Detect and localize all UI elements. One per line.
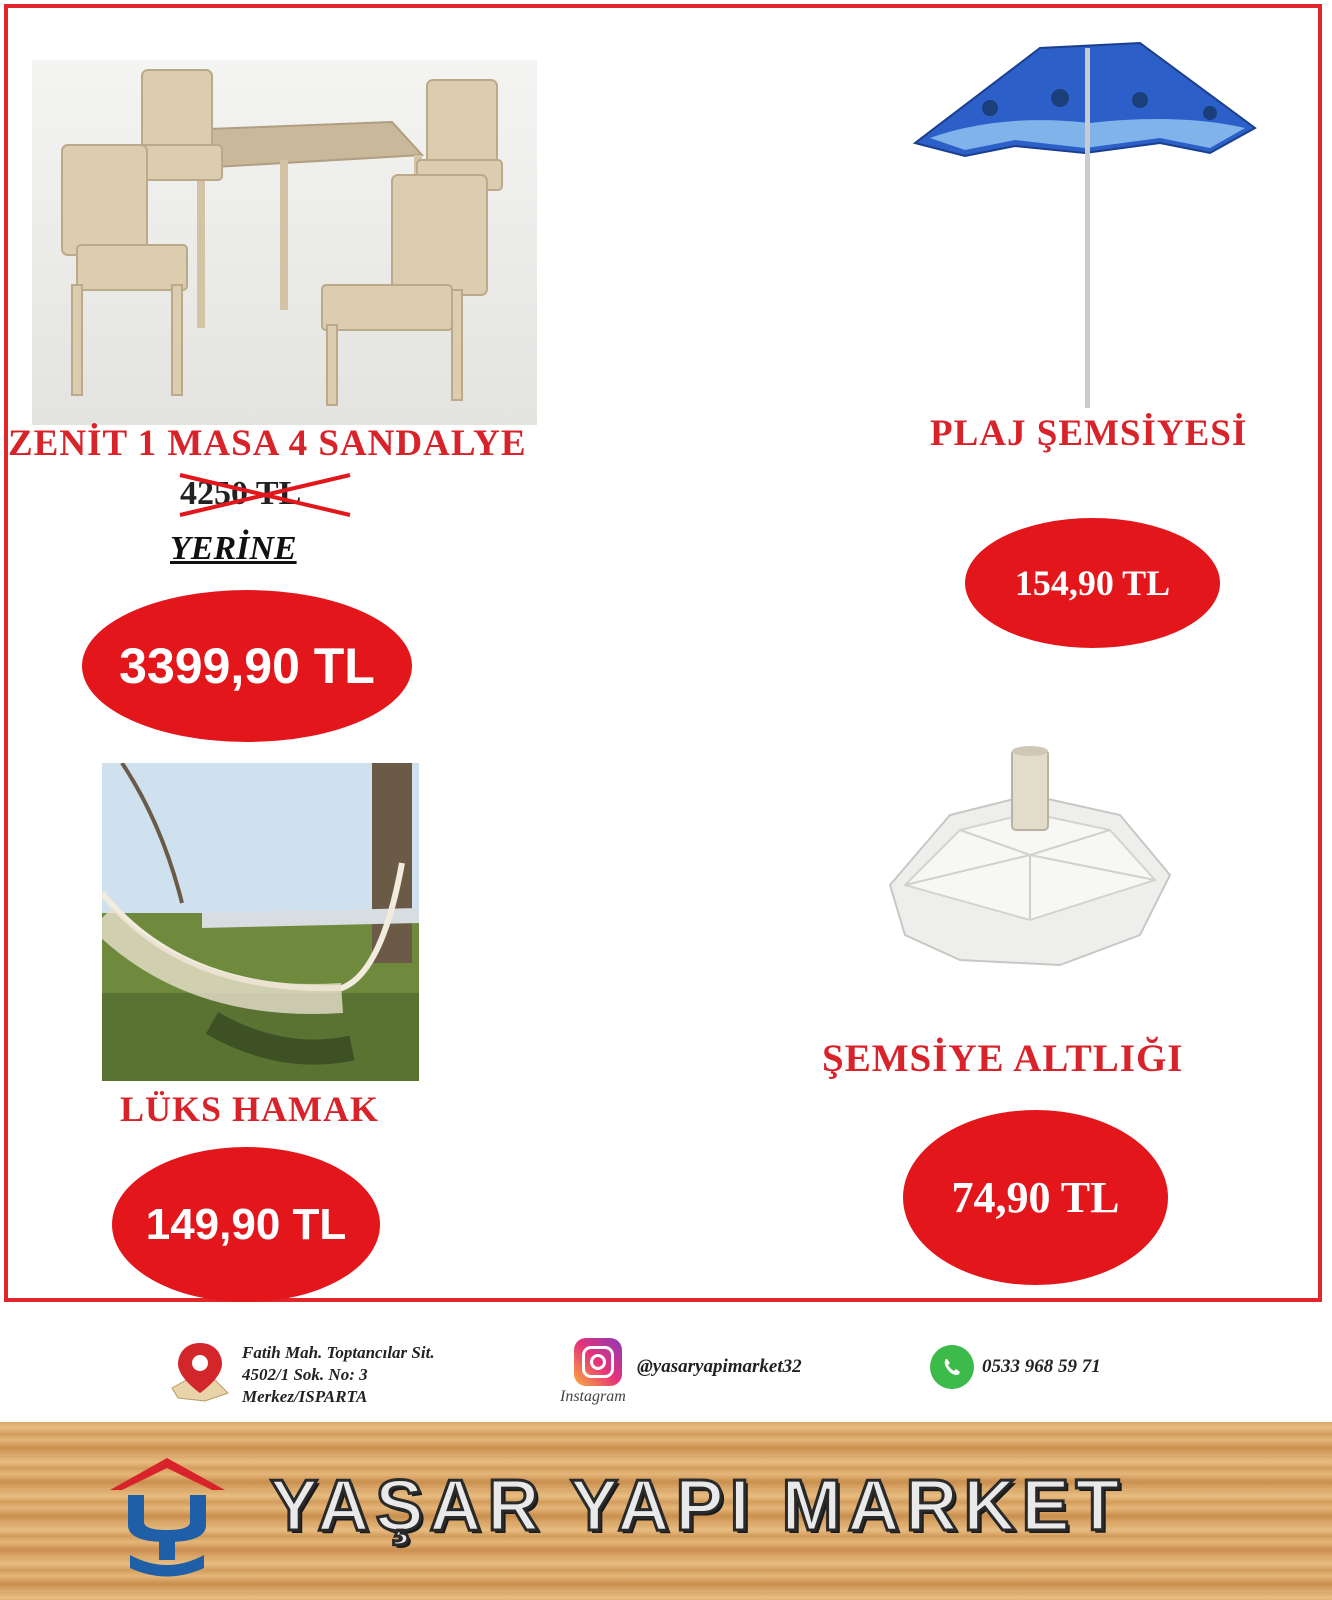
price-text: 3399,90 TL — [119, 638, 375, 694]
price-text: 74,90 TL — [951, 1173, 1120, 1222]
location-pin-icon — [170, 1338, 230, 1403]
address-line-1: Fatih Mah. Toptancılar Sit. — [242, 1343, 435, 1362]
old-price-text: 4250 TL — [180, 475, 302, 512]
price-badge-table-set — [82, 590, 412, 742]
price-badge-umbrella-base — [903, 1110, 1168, 1285]
price-text: 149,90 TL — [145, 1199, 347, 1249]
beach-umbrella-image — [910, 28, 1270, 408]
whatsapp-icon[interactable] — [930, 1345, 974, 1389]
address-line-3: Merkez/ISPARTA — [242, 1387, 368, 1406]
instagram-handle[interactable]: @yasaryapimarket32 — [637, 1356, 802, 1377]
brand-name: YAŞAR YAPI MARKET — [270, 1466, 1126, 1546]
product-title-hammock: LÜKS HAMAK — [120, 1089, 380, 1129]
product-title-umbrella-base: ŞEMSİYE ALTLIĞI — [822, 1037, 1184, 1080]
instagram-label: Instagram — [560, 1388, 626, 1405]
product-title-table-set: ZENİT 1 MASA 4 SANDALYE — [8, 423, 527, 464]
phone-number[interactable]: 0533 968 59 71 — [982, 1356, 1101, 1377]
address-line-2: 4502/1 Sok. No: 3 — [242, 1365, 368, 1384]
hammock-image — [102, 763, 419, 1081]
table-chairs-image — [32, 60, 537, 425]
instead-label: YERİNE — [170, 530, 297, 567]
brand-logo-icon — [100, 1450, 235, 1580]
product-title-umbrella: PLAJ ŞEMSİYESİ — [930, 413, 1248, 454]
price-badge-umbrella — [965, 518, 1220, 648]
old-price — [170, 470, 370, 520]
price-badge-hammock — [112, 1147, 380, 1302]
strike-icon — [170, 470, 370, 520]
instagram-icon[interactable] — [574, 1338, 622, 1386]
address — [242, 1342, 435, 1408]
price-text: 154,90 TL — [1014, 563, 1171, 603]
umbrella-base-image — [870, 745, 1195, 990]
